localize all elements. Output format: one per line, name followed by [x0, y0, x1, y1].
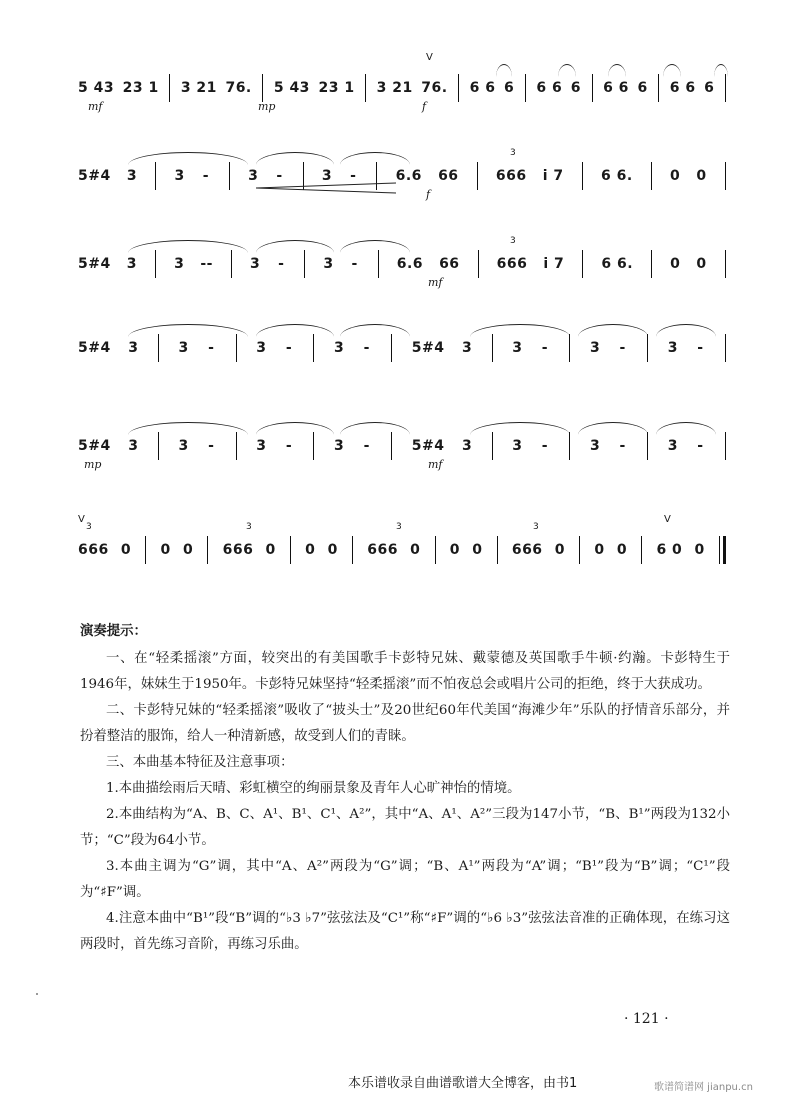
triplet-mark: 3: [396, 522, 402, 532]
dynamic-mp: mp: [84, 458, 102, 471]
notes-paragraph: 1.本曲描绘雨后天晴、彩虹横空的绚丽景象及青年人心旷神怡的情境。: [106, 781, 521, 796]
note-group: 5#4: [78, 168, 111, 184]
barline: [352, 536, 353, 564]
barline: [651, 250, 652, 278]
note-group: 6 6.: [600, 168, 633, 184]
notes-paragraph: 一、在“轻柔摇滚”方面，较突出的有美国歌手卡彭特兄妹、戴蒙德及英国歌手牛顿·约瀚。卡彭特生于1946年，妹妹生于1950年。卡彭特兄妹坚持“轻柔摇滚”而不怕夜总会或唱片公司的拒绝，终于大获成功。: [80, 651, 730, 692]
slur-mark: [578, 324, 648, 337]
note-group: 0: [669, 168, 681, 184]
note-group: -: [208, 438, 215, 454]
barline: [229, 162, 230, 190]
note-group: 0: [182, 542, 194, 558]
footer-note: 本乐谱收录自曲谱歌谱大全博客，由书1: [348, 1076, 578, 1091]
note-group: 66: [438, 168, 459, 184]
slur-mark: [256, 324, 334, 337]
triplet-mark: 3: [86, 522, 92, 532]
note-group: 6: [570, 80, 581, 96]
note-group: 666: [367, 542, 398, 558]
barline: [391, 432, 392, 460]
breath-mark: V: [78, 514, 85, 525]
note-group: 666: [511, 542, 543, 558]
notes-paragraph: 二、卡彭特兄妹的“轻柔摇滚”吸收了“披头士”及20世纪60年代美国“海滩少年”乐队的抒情音乐部分，并扮着整洁的服饰，给人一种清新感，故受到人们的青睐。: [80, 703, 730, 744]
note-group: -: [276, 168, 283, 184]
note-group: 3: [321, 168, 333, 184]
note-group: 0: [594, 542, 605, 558]
note-group: 3: [333, 340, 345, 356]
barline: [145, 536, 146, 564]
note-group: -: [541, 438, 549, 454]
note-group: 666: [78, 542, 109, 558]
barline: [569, 432, 570, 460]
dynamic-mf: mf: [88, 100, 103, 113]
line-5-notes: [78, 432, 728, 460]
note-group: 3: [323, 256, 334, 272]
note-group: 5#4: [411, 438, 445, 454]
line-4-notes: [78, 334, 728, 362]
note-group: 0: [160, 542, 171, 558]
tie-mark: [496, 64, 512, 77]
note-group: 3: [126, 256, 137, 272]
slur-mark: [128, 152, 248, 165]
slur-mark: [340, 240, 410, 253]
barline: [725, 334, 726, 362]
note-group: 6 6.: [601, 256, 634, 272]
barline: [492, 334, 493, 362]
barline: [725, 74, 726, 102]
barline: [641, 536, 642, 564]
barline: [492, 432, 493, 460]
line-3-notes: [78, 250, 728, 278]
barline: [658, 74, 659, 102]
note-group: 6 6: [669, 80, 696, 96]
slur-mark: [578, 422, 648, 435]
barline: [725, 162, 726, 190]
note-group: 0: [696, 168, 707, 184]
note-group: -: [619, 438, 626, 454]
barline: [155, 162, 156, 190]
note-group: 3: [256, 340, 267, 356]
barline: [169, 74, 170, 102]
note-group: 3: [461, 438, 473, 454]
barline: [378, 250, 379, 278]
note-group: -: [208, 340, 215, 356]
barline: [231, 250, 232, 278]
note-group: 0: [554, 542, 565, 558]
barline: [579, 536, 580, 564]
barline: [458, 74, 459, 102]
dynamic-f: f: [426, 188, 431, 201]
note-group: 0: [410, 542, 421, 558]
line-6-notes: [78, 536, 728, 564]
line-2-notes: [78, 162, 728, 190]
breath-mark: V: [664, 514, 671, 525]
score-line-6: [78, 514, 728, 582]
note-group: 5#4: [411, 340, 445, 356]
note-group: 0: [694, 542, 705, 558]
tie-mark: [608, 64, 626, 77]
note-group: 3: [667, 438, 678, 454]
note-group: 6 6: [469, 80, 496, 96]
barline: [647, 334, 648, 362]
barline: [236, 334, 237, 362]
note-group: -: [285, 438, 293, 454]
note-group: 23 1: [122, 80, 159, 96]
score-line-4: [78, 320, 728, 380]
note-group: 3: [589, 340, 601, 356]
slur-mark: [656, 324, 716, 337]
note-group: -: [697, 340, 704, 356]
dynamic-f: f: [422, 100, 427, 113]
note-group: -: [697, 438, 704, 454]
note-group: 5 43: [78, 80, 115, 96]
triplet-mark: 3: [510, 236, 516, 246]
barline: [236, 432, 237, 460]
note-group: 3: [178, 438, 189, 454]
note-group: 5#4: [78, 438, 111, 454]
barline: [313, 432, 314, 460]
note-group: 0: [449, 542, 461, 558]
note-group: -: [363, 438, 370, 454]
note-group: 3: [128, 438, 139, 454]
note-group: 666: [222, 542, 254, 558]
barline: [477, 162, 478, 190]
barline: [525, 74, 526, 102]
note-group: 666: [496, 256, 528, 272]
barline: [155, 250, 156, 278]
barline: [158, 334, 159, 362]
barline: [497, 536, 498, 564]
barline: [725, 432, 726, 460]
note-group: i 7: [542, 168, 564, 184]
note-group: 3: [256, 438, 267, 454]
note-group: 3: [128, 340, 139, 356]
dynamic-mf: mf: [428, 458, 443, 471]
note-group: i 7: [543, 256, 565, 272]
final-barline: [719, 536, 726, 564]
note-group: 3: [178, 340, 189, 356]
note-group: 66: [439, 256, 460, 272]
note-group: 0: [616, 542, 628, 558]
triplet-mark: 3: [533, 522, 539, 532]
notes-paragraph: 4.注意本曲中“B¹”段“B”调的“♭3 ♭7”弦弦法及“C¹”称“♯F”调的“♭6 ♭3”弦弦法音准的正确体现，在练习这两段时，首先练习音阶，再练习乐曲。: [80, 911, 730, 952]
barline: [651, 162, 652, 190]
note-group: 23 1: [318, 80, 355, 96]
slur-mark: [128, 324, 248, 337]
note-group: 6 6: [603, 80, 629, 96]
note-group: -: [202, 168, 209, 184]
performance-notes: [80, 618, 730, 958]
note-group: 6.6: [396, 256, 424, 272]
barline: [304, 250, 305, 278]
note-group: 3: [174, 168, 185, 184]
note-group: 0: [327, 542, 338, 558]
note-group: 3: [512, 438, 523, 454]
score-line-5: [78, 418, 728, 478]
slur-mark: [470, 324, 570, 337]
dynamic-mf: mf: [428, 276, 443, 289]
slur-mark: [256, 240, 334, 253]
note-group: 3: [512, 340, 523, 356]
note-group: 3: [461, 340, 473, 356]
note-group: -: [278, 256, 285, 272]
note-group: 5#4: [78, 340, 111, 356]
tie-mark: [558, 64, 576, 77]
slur-mark: [256, 152, 334, 165]
note-group: 6: [504, 80, 515, 96]
notes-heading: 演奏提示：: [80, 623, 147, 639]
note-group: 666: [495, 168, 527, 184]
tie-mark: [714, 64, 728, 77]
note-group: 76.: [421, 80, 448, 96]
note-group: 6: [704, 80, 715, 96]
barline: [365, 74, 366, 102]
note-group: 3: [333, 438, 345, 454]
barline: [569, 334, 570, 362]
barline: [435, 536, 436, 564]
barline: [290, 536, 291, 564]
note-group: 0: [670, 256, 681, 272]
slur-mark: [340, 324, 410, 337]
score-line-1: [78, 52, 728, 120]
note-group: 3: [250, 256, 261, 272]
barline: [582, 250, 583, 278]
slur-mark: [256, 422, 334, 435]
triplet-mark: 3: [510, 148, 516, 158]
note-group: -: [350, 168, 357, 184]
note-group: 3 21: [376, 80, 413, 96]
note-group: -: [363, 340, 370, 356]
note-group: 3 21: [180, 80, 217, 96]
barline: [478, 250, 479, 278]
slur-mark: [470, 422, 570, 435]
notes-paragraph: 3.本曲主调为“G”调，其中“A、A²”两段为“G”调；“B、A¹”两段为“A”调；“B¹”段为“B”调；“C¹”段为“♯F”调。: [80, 859, 730, 900]
note-group: 3: [174, 256, 185, 272]
note-group: 0: [120, 542, 132, 558]
note-group: 6: [637, 80, 648, 96]
note-group: 3: [589, 438, 601, 454]
note-group: 3: [126, 168, 138, 184]
barline: [313, 334, 314, 362]
page-number: · 121 ·: [624, 1011, 669, 1027]
slur-mark: [128, 422, 248, 435]
watermark: 歌谱简谱网 jianpu.cn: [654, 1082, 753, 1093]
note-group: 0: [472, 542, 483, 558]
barline: [207, 536, 208, 564]
note-group: -: [619, 340, 626, 356]
line-1-notes: [78, 74, 728, 102]
slur-mark: [128, 240, 248, 253]
breath-mark: V: [426, 52, 433, 63]
score-line-3: [78, 236, 728, 296]
note-group: 3: [667, 340, 678, 356]
barline: [158, 432, 159, 460]
note-group: 0: [305, 542, 316, 558]
barline: [647, 432, 648, 460]
barline: [582, 162, 583, 190]
note-group: -: [351, 256, 358, 272]
note-group: 5 43: [273, 80, 310, 96]
triplet-mark: 3: [246, 522, 252, 532]
slur-mark: [340, 152, 410, 165]
note-group: -: [541, 340, 549, 356]
barline: [725, 250, 726, 278]
note-group: 6 0: [656, 542, 683, 558]
slur-mark: [656, 422, 716, 435]
note-group: 0: [265, 542, 276, 558]
barline: [592, 74, 593, 102]
barline: [262, 74, 263, 102]
scan-speck: [36, 993, 38, 995]
note-group: 0: [696, 256, 707, 272]
barline: [391, 334, 392, 362]
score-line-2: [78, 148, 728, 208]
note-group: --: [200, 256, 213, 272]
note-group: 3: [248, 168, 259, 184]
note-group: 6.6: [395, 168, 422, 184]
note-group: -: [285, 340, 293, 356]
notes-paragraph: 三、本曲基本特征及注意事项：: [106, 755, 294, 770]
tie-mark: [663, 64, 681, 77]
notes-paragraph: 2.本曲结构为“A、B、C、A¹、B¹、C¹、A²”，其中“A、A¹、A²”三段为147小节，“B、B¹”两段为132小节；“C”段为64小节。: [80, 807, 730, 848]
dynamic-mp: mp: [258, 100, 276, 113]
slur-mark: [340, 422, 410, 435]
note-group: 5#4: [78, 256, 111, 272]
note-group: 6 6: [536, 80, 563, 96]
note-group: 76.: [225, 80, 252, 96]
